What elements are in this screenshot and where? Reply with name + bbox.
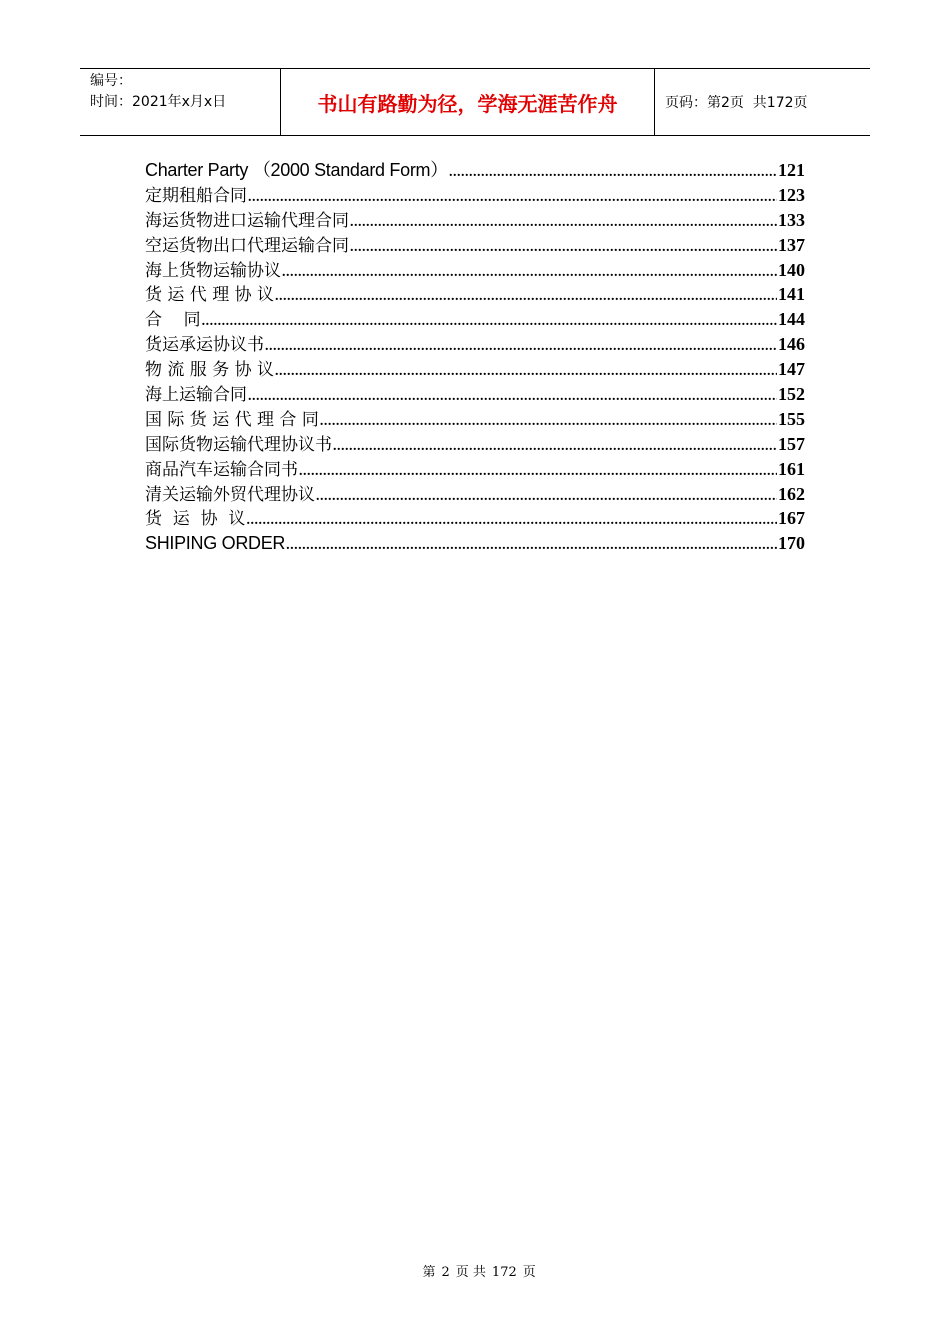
toc-entry-title: Charter Party （2000 Standard Form） <box>145 160 448 180</box>
table-of-contents <box>145 158 805 556</box>
toc-leader-dots <box>316 485 777 510</box>
toc-leader-dots <box>350 236 777 261</box>
toc-entry-title: 国 际 货 运 代 理 合 同 <box>145 409 319 430</box>
toc-leader-dots <box>282 261 777 286</box>
page-header <box>80 68 870 136</box>
header-page-label: 页码：第2页 共172页 <box>665 95 808 111</box>
footer-suffix: 页 <box>522 1265 536 1280</box>
toc-entry[interactable] <box>145 357 805 382</box>
toc-entry-page: 123 <box>778 184 805 205</box>
toc-leader-dots <box>286 534 777 559</box>
toc-leader-dots <box>299 460 777 485</box>
toc-entry[interactable] <box>145 183 805 208</box>
toc-entry[interactable] <box>145 332 805 357</box>
toc-entry-title: 货 运 协 议 <box>145 509 246 530</box>
toc-entry-page: 137 <box>778 234 805 255</box>
toc-entry[interactable] <box>145 531 805 556</box>
toc-entry-title: SHIPING ORDER <box>145 533 286 554</box>
toc-entry-page: 170 <box>778 533 805 554</box>
toc-entry-title: 货 运 代 理 协 议 <box>145 285 275 306</box>
toc-leader-dots <box>248 385 777 410</box>
toc-entry-title: 商品汽车运输合同书 <box>145 459 298 480</box>
toc-entry-page: 152 <box>778 384 805 405</box>
toc-leader-dots <box>320 410 777 435</box>
toc-entry-page: 162 <box>778 483 805 504</box>
toc-entry-page: 157 <box>778 433 805 454</box>
toc-entry-title: 清关运输外贸代理协议 <box>145 484 315 505</box>
toc-entry-title: 货运承运协议书 <box>145 335 264 356</box>
toc-entry-title: 国际货物运输代理协议书 <box>145 434 332 455</box>
toc-leader-dots <box>246 509 777 534</box>
toc-entry-title: 合 同 <box>145 310 201 331</box>
toc-entry[interactable] <box>145 233 805 258</box>
toc-entry-title: 海上运输合同 <box>145 385 247 406</box>
toc-entry[interactable] <box>145 307 805 332</box>
toc-entry[interactable] <box>145 158 805 183</box>
toc-entry-page: 146 <box>778 334 805 355</box>
document-time-label: 时间：2021年x月x日 <box>90 94 227 110</box>
toc-leader-dots <box>275 285 777 310</box>
toc-entry[interactable] <box>145 407 805 432</box>
footer-prefix: 第 <box>422 1265 436 1280</box>
toc-entry-page: 161 <box>778 458 805 479</box>
toc-entry-page: 147 <box>778 359 805 380</box>
toc-entry[interactable] <box>145 208 805 233</box>
footer-total-pages: 172 <box>491 1265 517 1280</box>
toc-entry[interactable] <box>145 482 805 507</box>
toc-entry[interactable] <box>145 382 805 407</box>
toc-entry[interactable] <box>145 432 805 457</box>
page-footer <box>0 1246 950 1280</box>
toc-leader-dots <box>275 360 777 385</box>
toc-entry[interactable] <box>145 506 805 531</box>
toc-entry-page: 141 <box>778 284 805 305</box>
toc-entry-title: 物 流 服 务 协 议 <box>145 360 275 381</box>
toc-entry-title: 定期租船合同 <box>145 185 247 206</box>
toc-entry-page: 140 <box>778 259 805 280</box>
header-motto: 书山有路勤为径，学海无涯苦作舟 <box>281 69 655 135</box>
toc-entry[interactable] <box>145 258 805 283</box>
toc-leader-dots <box>265 335 777 360</box>
toc-leader-dots <box>333 435 777 460</box>
toc-entry-page: 133 <box>778 209 805 230</box>
document-number-label: 编号： <box>90 73 132 89</box>
toc-leader-dots <box>248 186 777 211</box>
toc-entry-title: 海运货物进口运输代理合同 <box>145 210 349 231</box>
header-meta <box>80 69 281 135</box>
toc-entry-page: 155 <box>778 408 805 429</box>
toc-entry[interactable] <box>145 457 805 482</box>
toc-leader-dots <box>449 161 777 186</box>
toc-entry-title: 海上货物运输协议 <box>145 260 281 281</box>
footer-current-page: 2 <box>441 1265 450 1280</box>
footer-mid: 页 共 <box>455 1265 486 1280</box>
toc-entry-page: 167 <box>778 508 805 529</box>
toc-leader-dots <box>350 211 777 236</box>
toc-entry[interactable] <box>145 282 805 307</box>
toc-entry-title: 空运货物出口代理运输合同 <box>145 235 349 256</box>
toc-entry-page: 121 <box>778 160 805 180</box>
toc-entry-page: 144 <box>778 309 805 330</box>
toc-leader-dots <box>202 310 777 335</box>
